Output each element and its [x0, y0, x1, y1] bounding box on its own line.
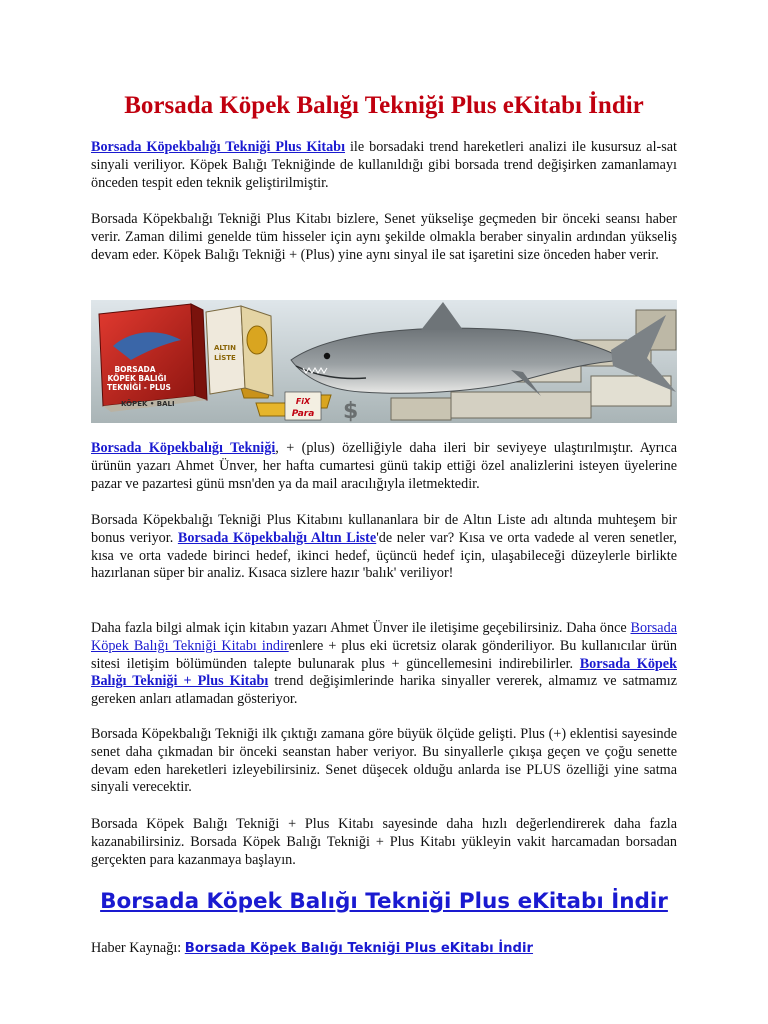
download-title-link[interactable]: Borsada Köpek Balığı Tekniği Plus eKitabı İndir — [100, 889, 668, 914]
source-link[interactable]: Borsada Köpek Balığı Tekniği Plus eKitabı İndir — [184, 941, 534, 956]
kitap-indir-link[interactable]: Borsada Köpek Balığı Tekniği Kitabı indir — [91, 620, 677, 654]
source-line — [91, 938, 533, 959]
book-title-line-2: KÖPEK BALIĞI — [107, 374, 167, 383]
gold-list-book-icon — [206, 306, 273, 396]
altin-liste-link[interactable]: Borsada Köpekbalığı Altın Liste — [177, 529, 377, 546]
teknik-link[interactable]: Borsada Köpekbalığı Tekniği — [91, 440, 276, 456]
gold-book-line-1: ALTIN — [214, 344, 236, 352]
closing-paragraph: Borsada Köpek Balığı Tekniği + Plus Kitabı sayesinde daha hızlı değerlendirerek daha fazla kazanabilirsiniz. Borsada Köpek Balığı Tekniği + Plus Kitabı yükleyin vakit harcamadan borsadan gerçekten para kazanmaya başlayın. — [91, 816, 677, 868]
book-title-line-3: TEKNİĞİ - PLUS — [107, 383, 171, 392]
svg-text:FiX: FiX — [295, 397, 311, 406]
source-label: Haber Kaynağı: — [91, 940, 185, 956]
plus-feature-paragraph: Borsada Köpekbalığı Tekniği, + (plus) özelliğiyle daha ileri bir seviyeye ulaştırılmıştır. Ayrıca ürünün yazarı Ahmet Ünver, her hafta cumartesi günü takip ettiği özel analizlerini isteyen üyelerine pazar ve pazartesi günü msn'den ya da mail aracılığıyla iletmektedir. — [91, 440, 678, 492]
product-banner-image — [91, 300, 677, 423]
page-title: Borsada Köpek Balığı Tekniği Plus eKitabı İndir — [124, 92, 644, 119]
dollar-icon: $ — [343, 399, 359, 423]
plus-kitap-link[interactable]: Borsada Köpek Balığı Tekniği + Plus Kitabı — [91, 655, 677, 690]
banner-illustration — [91, 300, 677, 423]
development-paragraph: Borsada Köpekbalığı Tekniği ilk çıktığı zamana göre büyük ölçüde gelişti. Plus (+) eklentisi sayesinde senet daha çıkmadan bir önceki seanstan haber veriyor. Bu sinyallerle çıkışa geçen ve çoğu senette devam eden hareketleri izleyebilirsiniz. Senet düşecek olduğu anlarda ise PLUS özelliği yine satma sinyali verecektir. — [91, 726, 677, 796]
fix-para-logo — [285, 392, 321, 420]
book-title-line-1: BORSADA — [114, 365, 156, 374]
gold-book-line-2: LİSTE — [214, 354, 236, 362]
contact-paragraph: Daha fazla bilgi almak için kitabın yazarı Ahmet Ünver ile iletişime geçebilirsiniz. Daha önce Borsada Köpek Balığı Tekniği Kitabı indirenlere + plus eki ücretsiz olarak gönderiliyor. Bu kullanıcılar ürün sitesi iletişim bölümünden talepte bulunarak plus + güncellemesini indirebilirler. Borsada Köpek Balığı Tekniği + Plus Kitabı trend değişimlerinde harika sinyaller vererek, almamız ve satmamız gereken anları atlamadan gösteriyor. — [91, 620, 678, 708]
book-spine-text: KÖPEK • BALI — [121, 400, 175, 408]
intro-text: ile borsadaki trend hareketleri analizi ile kusursuz al-sat sinyali veriliyor. Köpek Balığı Tekniğinde de kullanıldığı gibi borsada trend değişirken zamanlamayı önceden tespit eden teknik geliştirilmiştir. — [91, 139, 677, 191]
kitap-link[interactable]: Borsada Köpekbalığı Tekniği Plus Kitabı — [91, 139, 346, 155]
intro-paragraph — [91, 139, 677, 192]
book-cover-icon — [99, 304, 207, 412]
svg-text:Para: Para — [291, 409, 315, 419]
description-paragraph: Borsada Köpekbalığı Tekniği Plus Kitabı bizlere, Senet yükselişe geçmeden bir önceki seansı haber verir. Zaman dilimi genelde tüm hisseler için aynı şekilde olmakla beraber sinyalin ardından yükseliş devam eder. Köpek Balığı Tekniği + (Plus) yine aynı sinyal ile sat işaretini size önceden haber verir. — [91, 211, 677, 263]
bonus-paragraph: Borsada Köpekbalığı Tekniği Plus Kitabını kullananlara bir de Altın Liste adı altında muhteşem bir bonus veriyor. Borsada Köpekbalığı Altın Liste'de neler var? Kısa ve orta vadede al veren senetler, kısa ve orta vadede birinci hedef, ikinci hedef, üçüncü hedef için, ulaşabileceği düzeylerle birlikte hazırlanan süper bir analiz. Kısaca sizlere hazır 'balık' veriliyor! — [91, 512, 677, 582]
